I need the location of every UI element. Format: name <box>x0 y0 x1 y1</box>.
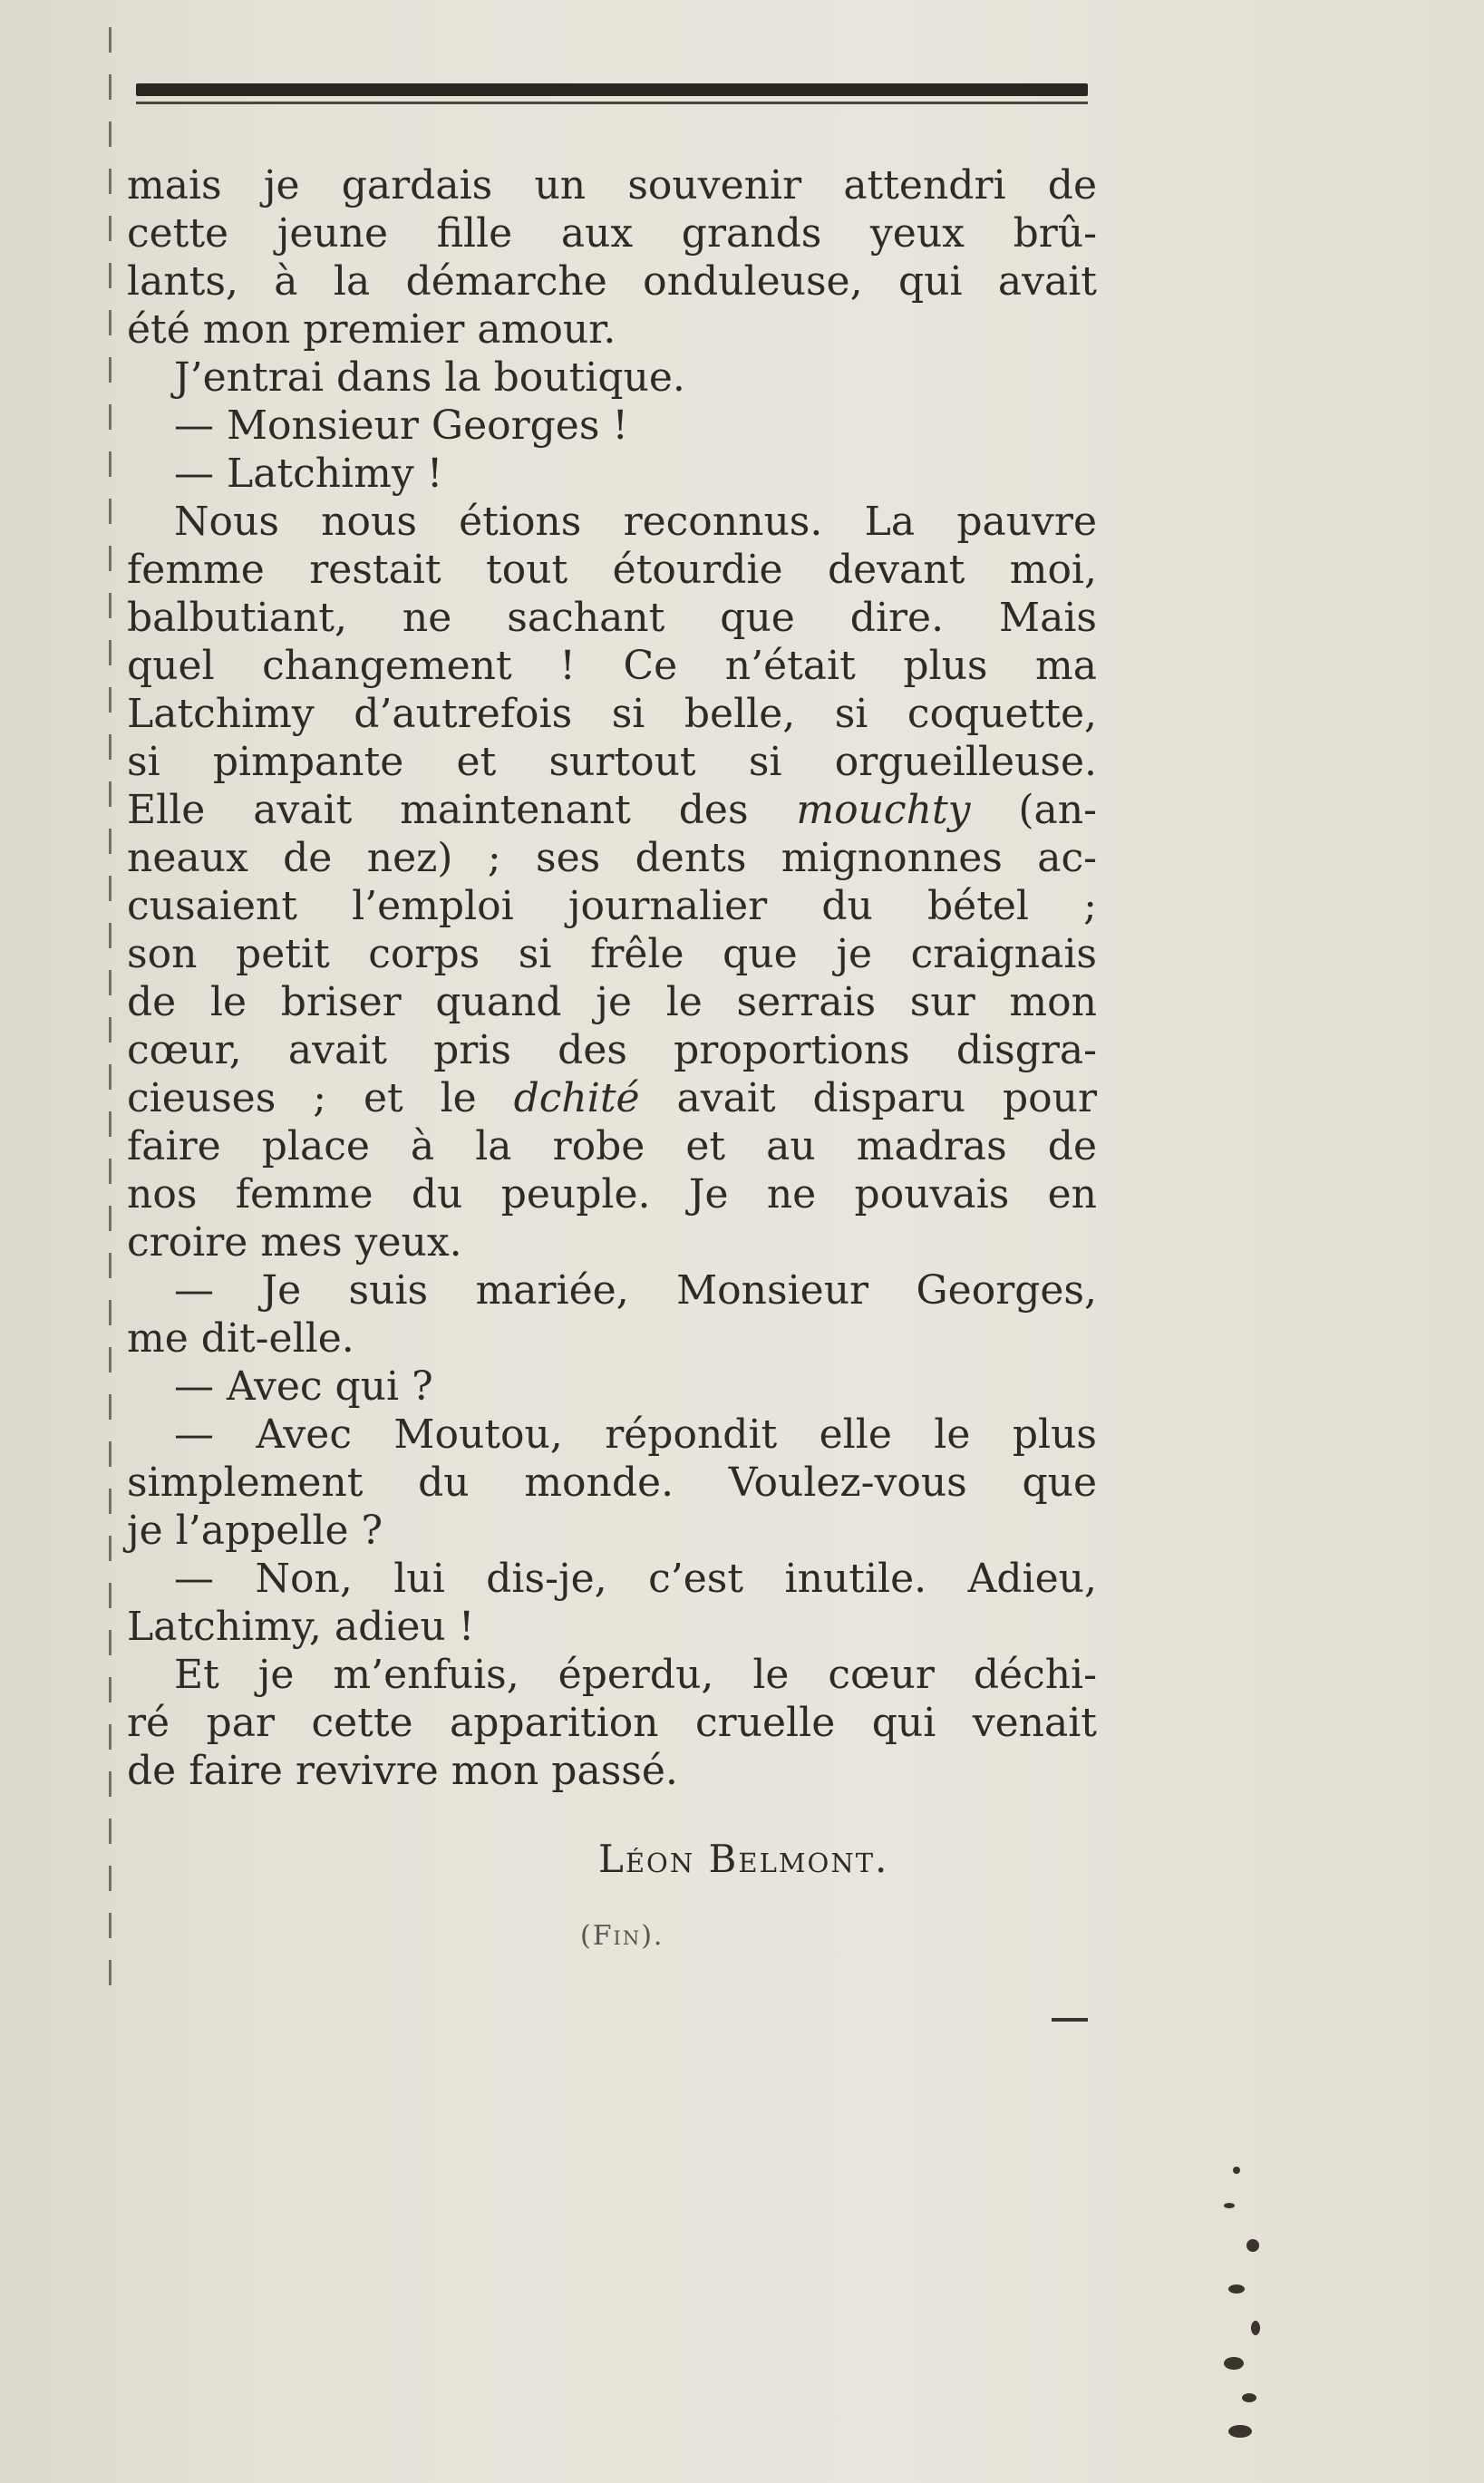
text-line: Nous nous étions reconnus. La pauvre <box>174 499 1097 545</box>
text-line: de faire revivre mon passé. <box>127 1748 678 1794</box>
text-line: je l’appelle ? <box>127 1508 383 1554</box>
text-line: J’entrai dans la boutique. <box>174 354 685 401</box>
text-line: cette jeune fille aux grands yeux brû- <box>127 210 1097 257</box>
text-line: été mon premier amour. <box>127 306 616 353</box>
text-line: croire mes yeux. <box>127 1219 462 1266</box>
top-rule-thin <box>136 102 1088 104</box>
text-line: Latchimy, adieu ! <box>127 1604 475 1650</box>
text-line: lants, à la démarche onduleuse, qui avait <box>127 258 1097 305</box>
text-line: — Non, lui dis-je, c’est inutile. Adieu, <box>174 1556 1097 1602</box>
text-line: mais je gardais un souvenir attendri de <box>127 162 1097 209</box>
text-line-mouchty <box>127 786 1097 834</box>
text-line: simplement du monde. Voulez-vous que <box>127 1460 1097 1506</box>
end-dash <box>1052 2018 1088 2022</box>
text-line: cusaient l’emploi journalier du bétel ; <box>127 883 1097 929</box>
margin-rule <box>109 27 112 1985</box>
text-line: son petit corps si frêle que je craignais <box>127 931 1097 977</box>
text-line: me dit-elle. <box>127 1315 354 1362</box>
text-line: de le briser quand je le serrais sur mon <box>127 979 1097 1025</box>
text-line: balbutiant, ne sachant que dire. Mais <box>127 595 1097 641</box>
text-line: — Avec Moutou, répondit elle le plus <box>174 1411 1097 1458</box>
italic-word-dchite: dchité <box>513 1075 640 1121</box>
text-line: faire place à la robe et au madras de <box>127 1123 1097 1169</box>
text-line: Et je m’enfuis, éperdu, le cœur déchi- <box>174 1652 1097 1698</box>
text-line: femme restait tout étourdie devant moi, <box>127 547 1097 593</box>
text-line: quel changement ! Ce n’était plus ma <box>127 643 1097 689</box>
text-line: — Avec qui ? <box>174 1363 433 1410</box>
text-line: ré par cette apparition cruelle qui venait <box>127 1700 1097 1746</box>
author-signature: Léon Belmont. <box>598 1837 889 1881</box>
text-segment: Elle avait maintenant des <box>127 787 797 833</box>
article-column <box>127 161 1097 1795</box>
text-line: Latchimy d’autrefois si belle, si coquette, <box>127 691 1097 737</box>
text-line: neaux de nez) ; ses dents mignonnes ac- <box>127 835 1097 881</box>
ink-stamp-marks <box>1197 2158 1296 2448</box>
text-segment: cieuses ; et le <box>127 1075 514 1121</box>
text-line: — Monsieur Georges ! <box>174 403 629 449</box>
text-line: cœur, avait pris des proportions disgra- <box>127 1027 1097 1073</box>
end-marker: (Fin). <box>580 1920 664 1952</box>
text-line: — Je suis mariée, Monsieur Georges, <box>174 1267 1097 1314</box>
italic-word-mouchty: mouchty <box>796 787 971 833</box>
top-rule <box>136 83 1088 96</box>
text-line: nos femme du peuple. Je ne pouvais en <box>127 1171 1097 1217</box>
text-segment: (an- <box>970 787 1097 833</box>
text-line: — Latchimy ! <box>174 451 443 497</box>
text-line: si pimpante et surtout si orgueilleuse. <box>127 739 1097 785</box>
text-line-dchite <box>127 1074 1097 1122</box>
text-segment: avait disparu pour <box>639 1075 1097 1121</box>
